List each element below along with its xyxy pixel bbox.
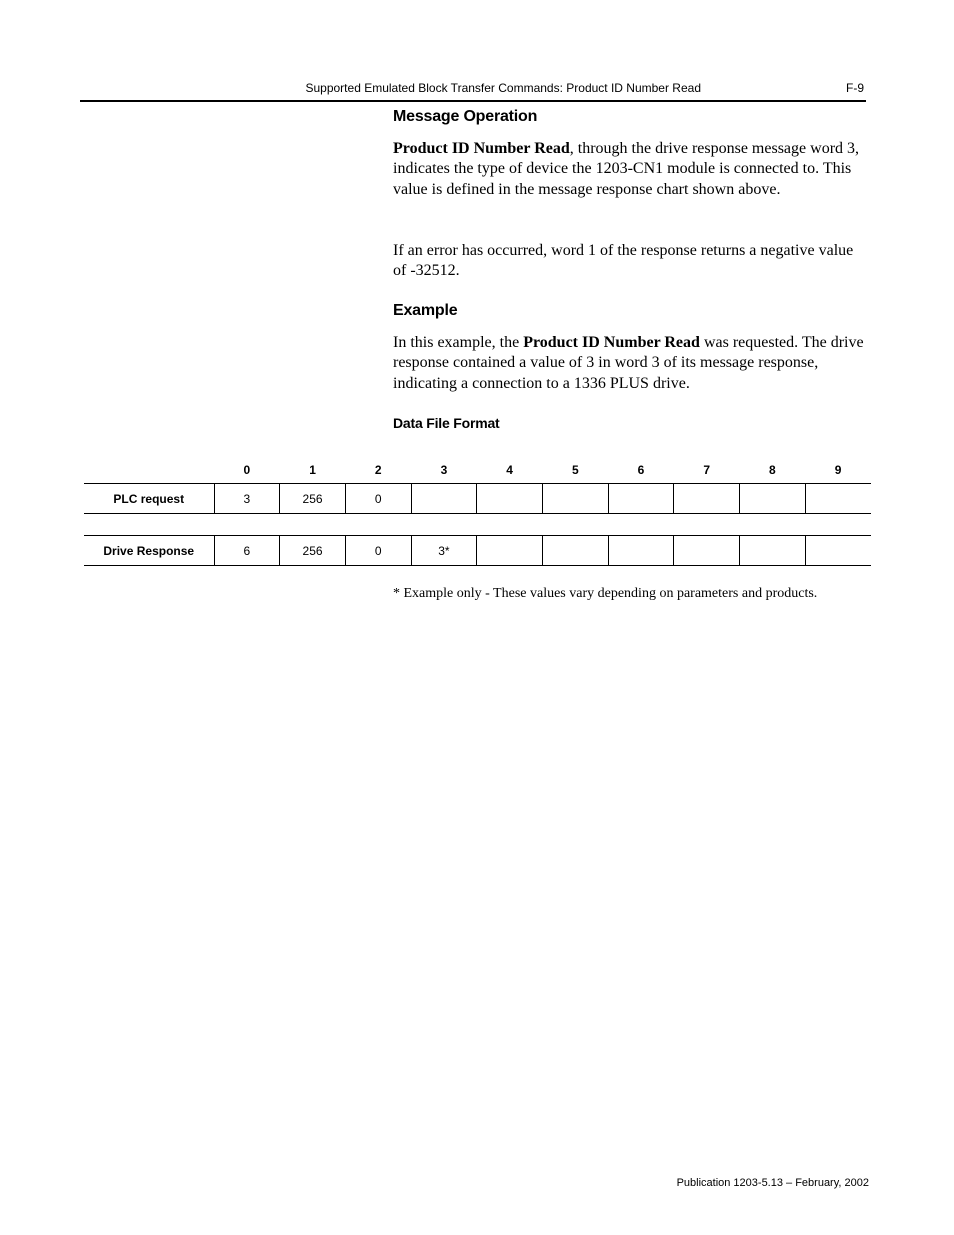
data-file-format-heading: Data File Format: [393, 415, 500, 431]
publication-footer: Publication 1203-5.13 – February, 2002: [676, 1177, 869, 1189]
column-header: 3: [440, 462, 448, 477]
paragraph-text: In this example, the: [393, 334, 524, 351]
paragraph-text: , through the drive response message word 3, indicates the type of device the 1203-CN1 module is connected to. This value is defined in the message response chart shown above.: [393, 140, 860, 198]
table-cell: [740, 536, 806, 566]
message-operation-paragraph-2: If an error has occurred, word 1 of the response returns a negative value of -32512.: [393, 242, 854, 280]
table-cell: 6: [214, 536, 280, 566]
column-header: 8: [769, 462, 776, 477]
table-cell: [542, 536, 608, 566]
table-cell: [477, 484, 543, 514]
table-cell: [740, 484, 806, 514]
column-header: 1: [309, 462, 316, 477]
page-number: F-9: [846, 81, 864, 95]
table-header-row: [84, 456, 871, 484]
table-cell: [608, 484, 674, 514]
table-cell: [674, 536, 740, 566]
table-spacer-row: [84, 514, 871, 536]
table-cell: [608, 536, 674, 566]
table-cell: [805, 536, 871, 566]
header-title: Supported Emulated Block Transfer Commands: Product ID Number Read: [305, 81, 701, 95]
table-footnote: * Example only - These values vary depending on parameters and products.: [393, 586, 818, 601]
example-paragraph: [393, 333, 868, 394]
product-id-bold: Product ID Number Read: [523, 334, 700, 351]
table-cell: 256: [280, 536, 346, 566]
table-row-plc-request: [84, 484, 871, 514]
paragraph-text: was requested. The drive response contained a value of 3 in word 3 of its message response, indicating a connection to a 1336 PLUS drive.: [393, 334, 864, 392]
page-header: [80, 80, 866, 102]
table-cell: 3: [214, 484, 280, 514]
message-operation-paragraph-1: [393, 139, 868, 200]
row-label: Drive Response: [84, 536, 214, 566]
column-header: 5: [571, 462, 579, 477]
table-cell: [477, 536, 543, 566]
column-header: 4: [506, 462, 513, 477]
table-cell: [805, 484, 871, 514]
row-label: PLC request: [84, 484, 214, 514]
table-cell: [674, 484, 740, 514]
example-heading: Example: [393, 302, 458, 319]
table-cell: 256: [280, 484, 346, 514]
column-header: 7: [703, 462, 710, 477]
column-header: 9: [834, 462, 842, 477]
header-cell-empty: [84, 456, 214, 484]
column-header: 0: [243, 462, 251, 477]
table-cell: 3*: [411, 536, 477, 566]
table-row-drive-response: [84, 536, 871, 566]
column-header: 2: [374, 462, 382, 477]
table-cell: 0: [345, 536, 411, 566]
data-file-format-table: [84, 456, 871, 566]
table-cell: 0: [345, 484, 411, 514]
table-cell: [411, 484, 477, 514]
column-header: 6: [637, 462, 645, 477]
message-operation-heading: Message Operation: [393, 108, 538, 125]
product-id-bold: Product ID Number Read: [393, 140, 570, 157]
table-cell: [542, 484, 608, 514]
